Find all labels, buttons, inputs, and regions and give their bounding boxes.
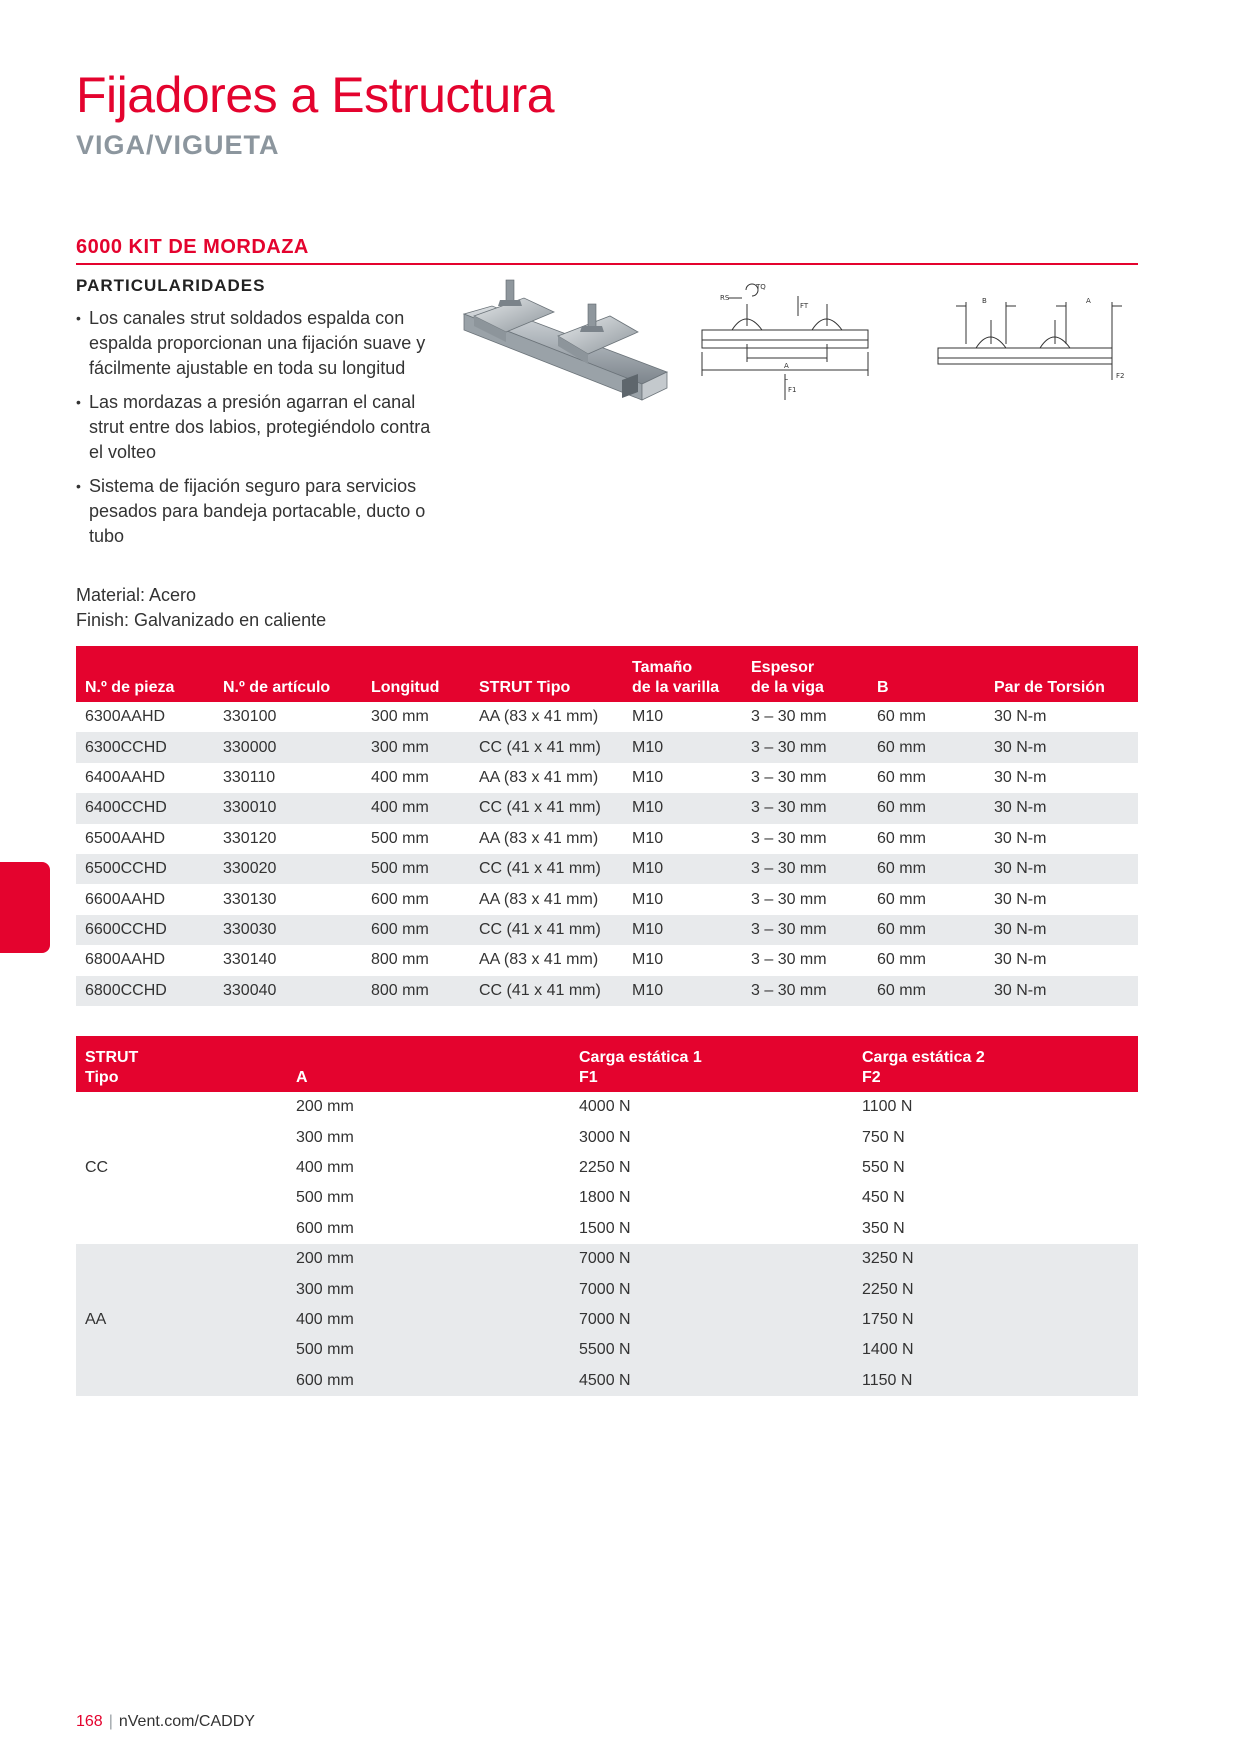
table-cell: 6800AAHD: [85, 951, 166, 969]
table-cell: CC (41 x 41 mm): [470, 793, 623, 823]
table-cell: 6600AAHD: [85, 890, 166, 908]
table-cell: M10: [632, 708, 664, 726]
table-cell: 400 mm: [371, 768, 429, 786]
dimension-diagram-2: [936, 294, 1136, 384]
table-cell: AA (83 x 41 mm): [479, 708, 599, 726]
table-row: [76, 884, 1138, 914]
table-cell: M10: [623, 793, 742, 823]
load-table-header: [76, 1036, 1138, 1092]
table-cell: 330110: [223, 768, 276, 786]
table-cell: 1400 N: [853, 1335, 1138, 1365]
table-row: [76, 824, 1138, 854]
table-cell: 60 mm: [877, 890, 926, 908]
table-cell: 6400CCHD: [76, 793, 214, 823]
features-heading: PARTICULARIDADES: [76, 276, 266, 295]
table-cell: 60 mm: [877, 829, 926, 847]
product-title: 6000 KIT DE MORDAZA: [76, 236, 309, 258]
table-cell: 6400AAHD: [85, 768, 166, 786]
table-cell: 6800CCHD: [76, 976, 214, 1006]
table-cell: 30 N-m: [994, 829, 1047, 847]
strut-type-cell: CC: [85, 1158, 109, 1176]
table-cell: 300 mm: [362, 732, 470, 762]
table-cell: 330010: [214, 793, 362, 823]
table-cell: 6300AAHD: [85, 708, 166, 726]
table-cell: 30 N-m: [985, 976, 1138, 1006]
table-cell: 3 – 30 mm: [742, 854, 868, 884]
table-cell: M10: [632, 829, 664, 847]
table-cell: 400 mm: [287, 1305, 570, 1335]
table-cell: CC (41 x 41 mm): [470, 732, 623, 762]
col-header: B: [868, 646, 985, 702]
diagram-label-rs: RS: [720, 294, 730, 302]
table-cell: 800 mm: [362, 976, 470, 1006]
table-cell: 200 mm: [296, 1098, 354, 1116]
footer-site: nVent.com/CADDY: [118, 1713, 255, 1730]
table-cell: 4000 N: [579, 1098, 631, 1116]
col-header: STRUT Tipo: [470, 646, 623, 702]
table-cell: 200 mm: [287, 1244, 570, 1274]
table-cell: 330100: [223, 708, 277, 726]
diagram-label-a: A: [784, 362, 789, 370]
table-cell: AA (83 x 41 mm): [479, 829, 599, 847]
table-cell: CC (41 x 41 mm): [470, 976, 623, 1006]
table-cell: 500 mm: [287, 1335, 570, 1365]
section-divider: [76, 263, 1138, 265]
col-header: N.º de artículo: [214, 646, 362, 702]
table-cell: M10: [623, 976, 742, 1006]
table-cell: M10: [623, 915, 742, 945]
table-cell: 60 mm: [877, 768, 926, 786]
table-cell: 3250 N: [853, 1244, 1138, 1274]
table-cell: 60 mm: [868, 793, 985, 823]
table-cell: 7000 N: [570, 1244, 853, 1274]
table-cell: M10: [632, 768, 664, 786]
diagram-label-b: B: [982, 297, 987, 305]
table-cell: 30 N-m: [994, 768, 1047, 786]
table-cell: 600 mm: [362, 915, 470, 945]
table-cell: 330030: [214, 915, 362, 945]
strut-type-cell: AA: [76, 1244, 287, 1396]
table-cell: 2250 N: [853, 1274, 1138, 1304]
table-cell: 330120: [223, 829, 277, 847]
parts-table: [76, 646, 1138, 1006]
diagram-label-l: L: [784, 374, 788, 382]
table-cell: AA (83 x 41 mm): [479, 768, 599, 786]
table-cell: 2250 N: [579, 1158, 631, 1176]
table-cell: 3 – 30 mm: [742, 732, 868, 762]
product-photo: [462, 276, 672, 416]
table-cell: 60 mm: [868, 976, 985, 1006]
table-cell: 5500 N: [570, 1335, 853, 1365]
table-cell: 30 N-m: [985, 915, 1138, 945]
table-cell: M10: [632, 890, 664, 908]
table-row: [76, 763, 1138, 793]
table-cell: 3 – 30 mm: [751, 768, 827, 786]
finish-text: Finish: Galvanizado en caliente: [76, 610, 327, 630]
material-info: [76, 583, 326, 633]
col-header: Carga estática 2 F2: [853, 1036, 1138, 1092]
table-row: [76, 793, 1138, 823]
col-header: Longitud: [362, 646, 470, 702]
table-row: [76, 702, 1138, 732]
page-title: Fijadores a Estructura: [76, 67, 555, 123]
table-cell: 30 N-m: [994, 708, 1047, 726]
table-cell: 550 N: [862, 1158, 905, 1176]
table-cell: 3 – 30 mm: [742, 915, 868, 945]
table-cell: 300 mm: [287, 1274, 570, 1304]
col-header: Par de Torsión: [985, 646, 1138, 702]
col-header: A: [287, 1036, 570, 1092]
table-cell: AA (83 x 41 mm): [479, 890, 599, 908]
table-cell: 30 N-m: [994, 890, 1047, 908]
col-header: N.º de pieza: [76, 646, 214, 702]
table-cell: 4500 N: [570, 1366, 853, 1396]
table-row: [76, 945, 1138, 975]
diagram-label-a2: A: [1086, 297, 1091, 305]
table-cell: 3000 N: [579, 1128, 631, 1146]
table-row: [76, 976, 1138, 1006]
table-cell: M10: [632, 951, 664, 969]
page-subtitle: VIGA/VIGUETA: [76, 130, 280, 160]
table-row: [76, 854, 1138, 884]
table-cell: 60 mm: [868, 854, 985, 884]
table-cell: 3 – 30 mm: [742, 793, 868, 823]
table-cell: 400 mm: [296, 1158, 354, 1176]
table-cell: 500 mm: [296, 1189, 354, 1207]
table-cell: 500 mm: [371, 829, 429, 847]
table-cell: 60 mm: [868, 732, 985, 762]
footer: 168 | nVent.com/CADDY: [76, 1713, 255, 1730]
table-row: [76, 732, 1138, 762]
parts-table-header: [76, 646, 1138, 702]
features-list: [76, 306, 446, 558]
table-cell: CC (41 x 41 mm): [470, 854, 623, 884]
table-cell: 330140: [223, 951, 277, 969]
table-cell: 300 mm: [371, 708, 429, 726]
table-cell: 1150 N: [853, 1366, 1138, 1396]
table-cell: 60 mm: [877, 951, 926, 969]
page-number: 168: [76, 1713, 103, 1730]
col-header: Tamaño de la varilla: [623, 646, 742, 702]
table-cell: 60 mm: [868, 915, 985, 945]
col-header: STRUT Tipo: [76, 1036, 287, 1092]
table-cell: 3 – 30 mm: [751, 890, 827, 908]
table-row: [76, 1244, 1138, 1274]
table-cell: 1500 N: [579, 1219, 631, 1237]
table-cell: 3 – 30 mm: [751, 708, 827, 726]
table-cell: 330000: [214, 732, 362, 762]
diagram-label-f1: F1: [788, 386, 797, 394]
table-cell: 60 mm: [877, 708, 926, 726]
diagram-label-f2: F2: [1116, 372, 1125, 380]
table-cell: 330020: [214, 854, 362, 884]
table-cell: 1750 N: [853, 1305, 1138, 1335]
diagram-label-tq: TQ: [756, 283, 766, 291]
feature-item: • Sistema de fijación seguro para servicios pesados para bandeja portacable, ducto o tubo: [76, 474, 446, 549]
table-cell: AA (83 x 41 mm): [479, 951, 599, 969]
table-cell: 6300CCHD: [76, 732, 214, 762]
load-table: [76, 1036, 1138, 1396]
table-cell: 3 – 30 mm: [751, 829, 827, 847]
table-cell: 500 mm: [362, 854, 470, 884]
table-cell: 3 – 30 mm: [742, 976, 868, 1006]
table-cell: 450 N: [862, 1189, 905, 1207]
table-cell: 6600CCHD: [76, 915, 214, 945]
table-cell: 1800 N: [579, 1189, 631, 1207]
section-tab: [0, 862, 50, 953]
table-cell: 600 mm: [287, 1366, 570, 1396]
table-cell: 30 N-m: [985, 854, 1138, 884]
table-cell: 30 N-m: [985, 793, 1138, 823]
table-cell: 750 N: [862, 1128, 905, 1146]
feature-item: • Los canales strut soldados espalda con espalda proporcionan una fijación suave y fácilmente ajustable en toda su longitud: [76, 306, 446, 381]
table-cell: 600 mm: [371, 890, 429, 908]
table-cell: 6500AAHD: [85, 829, 166, 847]
table-cell: 350 N: [862, 1219, 905, 1237]
table-cell: 600 mm: [296, 1219, 354, 1237]
table-cell: 330040: [214, 976, 362, 1006]
table-cell: M10: [623, 732, 742, 762]
table-cell: 300 mm: [296, 1128, 354, 1146]
table-row: [76, 1092, 1138, 1122]
table-cell: 800 mm: [371, 951, 429, 969]
table-cell: M10: [623, 854, 742, 884]
table-cell: 400 mm: [362, 793, 470, 823]
material-text: Material: Acero: [76, 585, 197, 605]
table-cell: 30 N-m: [994, 951, 1047, 969]
table-cell: 7000 N: [570, 1305, 853, 1335]
table-cell: CC (41 x 41 mm): [470, 915, 623, 945]
table-cell: 330130: [223, 890, 277, 908]
table-cell: 3 – 30 mm: [751, 951, 827, 969]
table-cell: 6500CCHD: [76, 854, 214, 884]
diagram-label-ft: FT: [800, 302, 809, 310]
col-header: Espesor de la viga: [742, 646, 868, 702]
table-cell: 30 N-m: [985, 732, 1138, 762]
table-cell: 7000 N: [570, 1274, 853, 1304]
col-header: Carga estática 1 F1: [570, 1036, 853, 1092]
dimension-diagram-1: [700, 282, 910, 410]
feature-item: • Las mordazas a presión agarran el canal strut entre dos labios, protegiéndolo contra el volteo: [76, 390, 446, 465]
table-cell: 1100 N: [862, 1098, 913, 1116]
table-row: [76, 915, 1138, 945]
